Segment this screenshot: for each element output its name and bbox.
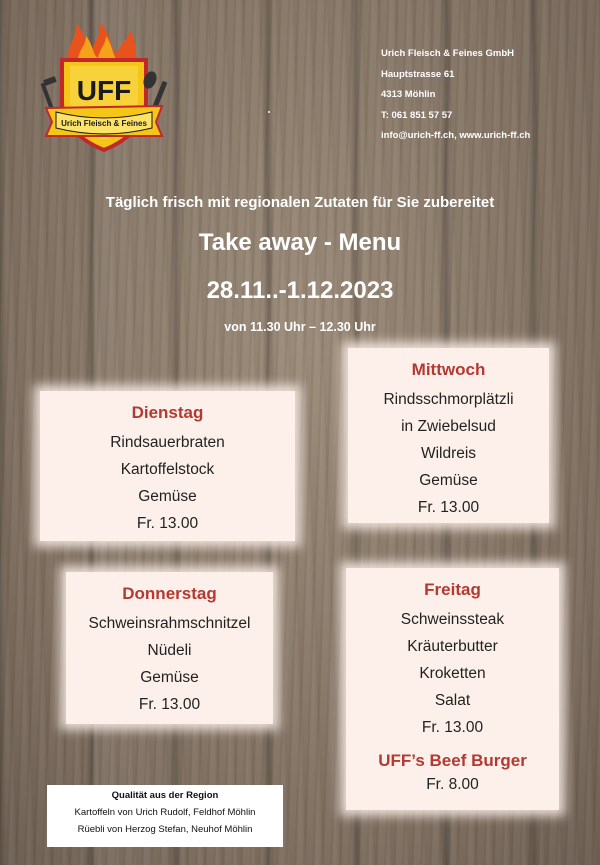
company-name: Urich Fleisch & Feines GmbH (381, 48, 515, 59)
svg-text:UFF: UFF (76, 75, 132, 106)
company-phone: T: 061 851 57 57 (381, 109, 453, 121)
quality-box (47, 785, 283, 847)
svg-text:Urich Fleisch & Feines: Urich Fleisch & Feines (61, 119, 147, 128)
dish-line: Kartoffelstock (120, 461, 215, 478)
tagline: Täglich frisch mit regionalen Zutaten für Sie zubereitet (105, 194, 495, 211)
dish-line: Kräuterbutter (407, 638, 498, 655)
day-title: Donnerstag (122, 584, 217, 603)
dot-mark (268, 111, 270, 113)
menu-card-freitag (346, 568, 559, 810)
dish-line: Rindsschmorplätzli (383, 391, 514, 408)
service-hours: von 11.30 Uhr – 12.30 Uhr (224, 320, 376, 334)
company-street: Hauptstrasse 61 (381, 68, 455, 80)
day-title: Freitag (424, 580, 481, 599)
burger-title: UFF’s Beef Burger (378, 751, 527, 770)
menu-card-donnerstag (66, 572, 273, 724)
dish-line: Wildreis (420, 445, 477, 462)
day-title: Mittwoch (411, 360, 486, 379)
company-web[interactable]: info@urich-ff.ch, www.urich-ff.ch (381, 130, 531, 141)
dish-line: Rindsauerbraten (110, 434, 225, 451)
menu-dates: 28.11..-1.12.2023 (206, 277, 394, 304)
price: Fr. 13.00 (136, 515, 199, 532)
dish-line: Gemüse (140, 669, 199, 686)
dish-line: in Zwiebelsud (401, 418, 496, 435)
price: Fr. 13.00 (138, 696, 201, 713)
company-city: 4313 Möhlin (381, 89, 436, 100)
dish-line: Schweinsrahmschnitzel (88, 615, 251, 632)
quality-title: Qualität aus der Region (111, 790, 219, 801)
dish-line: Salat (434, 692, 471, 709)
menu-title: Take away - Menu (198, 229, 402, 256)
price: Fr. 13.00 (417, 499, 480, 516)
uff-logo-icon (38, 22, 170, 158)
menu-card-dienstag (40, 391, 295, 541)
price: Fr. 13.00 (421, 719, 484, 736)
quality-line: Kartoffeln von Urich Rudolf, Feldhof Möhlin (74, 807, 256, 818)
uff-logo (38, 22, 170, 158)
dish-line: Gemüse (138, 488, 197, 505)
dish-line: Schweinssteak (400, 611, 505, 628)
quality-line: Rüebli von Herzog Stefan, Neuhof Möhlin (77, 824, 253, 835)
burger-price: Fr. 8.00 (426, 776, 479, 793)
dish-line: Nüdeli (147, 642, 192, 659)
dish-line: Kroketten (419, 665, 486, 682)
dish-line: Gemüse (419, 472, 478, 489)
company-info (381, 44, 530, 147)
menu-card-mittwoch (348, 348, 549, 523)
day-title: Dienstag (131, 403, 204, 422)
